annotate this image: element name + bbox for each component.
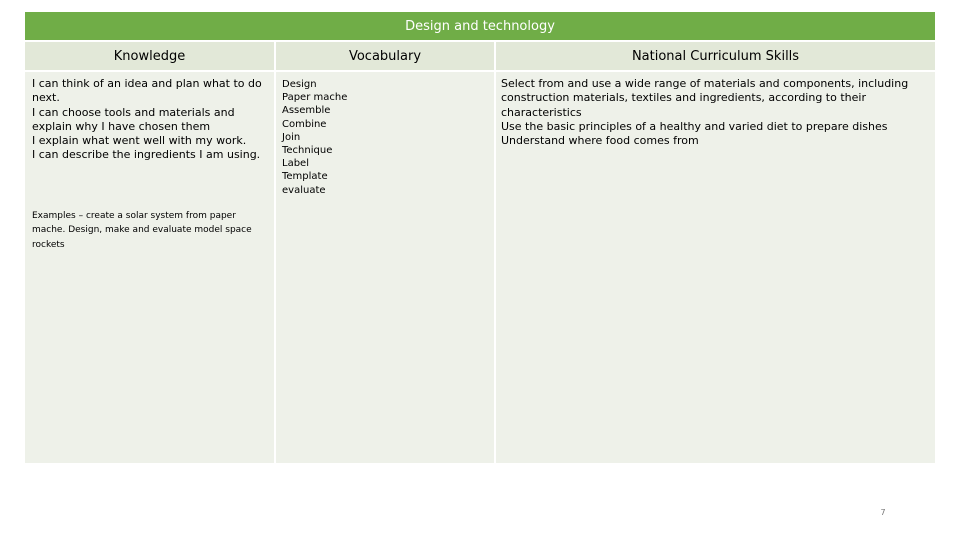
knowledge-cell bbox=[25, 72, 276, 463]
skills-cell bbox=[496, 72, 935, 463]
knowledge-line: I explain what went well with my work. bbox=[32, 134, 247, 148]
examples-note: Examples – create a solar system from paper mache. Design, make and evaluate model space rockets bbox=[32, 210, 252, 250]
vocabulary-word: evaluate bbox=[282, 184, 326, 196]
header-knowledge: Knowledge bbox=[25, 42, 276, 72]
vocabulary-word: Technique bbox=[282, 145, 333, 157]
skills-list bbox=[497, 73, 934, 148]
vocabulary-word: Combine bbox=[282, 118, 327, 130]
vocabulary-word: Assemble bbox=[282, 105, 331, 117]
page-number: 7 bbox=[880, 508, 886, 517]
vocabulary-word: Design bbox=[282, 79, 317, 90]
vocabulary-cell bbox=[276, 72, 496, 463]
vocabulary-list bbox=[277, 73, 493, 197]
vocabulary-word: Template bbox=[282, 171, 328, 183]
skill-line: Understand where food comes from bbox=[501, 134, 699, 148]
vocabulary-word: Join bbox=[282, 131, 301, 143]
curriculum-table bbox=[25, 12, 935, 463]
table-title: Design and technology bbox=[25, 12, 935, 42]
vocabulary-word: Paper mache bbox=[282, 92, 348, 104]
vocabulary-word: Label bbox=[282, 158, 309, 170]
knowledge-line: I can think of an idea and plan what to do next. bbox=[32, 77, 262, 105]
skill-line: Use the basic principles of a healthy and varied diet to prepare dishes bbox=[501, 119, 888, 133]
knowledge-line: I can describe the ingredients I am using. bbox=[32, 148, 261, 162]
knowledge-line: I can choose tools and materials and explain why I have chosen them bbox=[32, 105, 235, 133]
knowledge-statements bbox=[26, 73, 273, 163]
header-vocabulary: Vocabulary bbox=[276, 42, 496, 72]
skill-line: Select from and use a wide range of materials and components, including construction materials, textiles and ingredients, according to their characteristics bbox=[501, 77, 909, 119]
header-skills: National Curriculum Skills bbox=[496, 42, 935, 72]
